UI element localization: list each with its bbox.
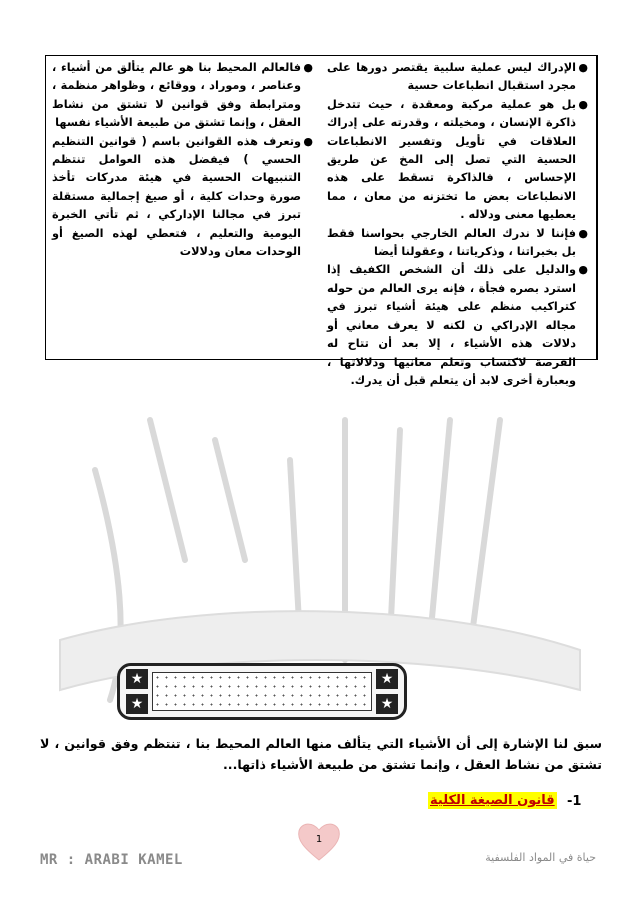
left-item-text: الإدراك ليس عملية سلبية يقتصر دورها على مجرد استقبال انطباعات حسية (327, 61, 576, 93)
footer-author: MR : ARABI KAMEL (40, 852, 183, 868)
bullet-icon: ● (303, 134, 313, 148)
page-number: 1 (315, 834, 323, 845)
decorative-banner (117, 663, 407, 720)
right-item-text: وتعرف هذه القوانين باسم ( قوانين التنظيم الحسي ) فيفضل هذه العوامل تنتظم التنبيهات الحسية في هيئة مدركات تأخذ صورة وحدات كلية ، أو صيغ إجمالية مستقلة تبرز في مجالنا الإداركي ، ثم تأتي الخبرة اليومية والتعليم ، فتعطي لهذه الصيغ أو الوحدات معان ودلالات (52, 134, 301, 259)
section-title: قانون الصيغة الكلية (430, 793, 555, 808)
table-left-column (321, 56, 597, 387)
bullet-icon: ● (578, 61, 588, 74)
bullet-icon: ● (578, 97, 588, 111)
star-icon: ★ (376, 669, 398, 689)
table-right-column (46, 56, 321, 359)
bullet-icon: ● (578, 263, 588, 277)
bullet-icon: ● (578, 226, 588, 240)
footer-book-title: حياة في المواد الفلسفية (485, 851, 596, 864)
list-item (327, 261, 588, 390)
star-icon: ★ (126, 669, 148, 689)
star-icon: ★ (126, 694, 148, 714)
left-item-text: بل هو عملية مركبة ومعقدة ، حيث تتدخل ذاكرة الإنسان ، ومخيلته ، وقدرته على إدراك العلاقات في تأويل وتفسير الانطباعات الحسية التي تصل إلى المخ عن طريق الإحساس ، فالذاكرة تسقط على هذه الانطباعات بعض ما تختزنه من معان ، مما يعطيها معنى ودلاله . (327, 97, 576, 222)
section-number: -1 (567, 794, 582, 809)
banner-dotted-panel (152, 672, 372, 711)
list-item (327, 96, 588, 225)
list-item (327, 225, 588, 262)
right-item-text: فالعالم المحيط بنا هو عالم يتألق من أشياء ، وعناصر ، وموراد ، ووقائع ، وظواهر منظمة ، ومترابطة وفق قوانين لا تشتق من نشاط العقل ، وإنما تشتق من طبيعة الأشياء نفسها (52, 61, 301, 130)
list-item (52, 59, 313, 133)
bullet-icon: ● (303, 61, 313, 74)
list-item (327, 59, 588, 96)
left-item-text: فإننا لا ندرك العالم الخارجي بحواسنا فقط بل بخبراتنا ، وذكرياتنا ، وعقولنا أيضا (327, 226, 576, 259)
content-table (45, 55, 598, 387)
list-item (52, 133, 313, 262)
intro-paragraph: سبق لنا الإشارة إلى أن الأشياء التي يتألف منها العالم المحيط بنا ، تنتظم وفق قوانين ، لا تشتق من نشاط العقل ، وإنما تشتق من طبيعة الأشياء ذاتها... (40, 736, 602, 772)
star-icon: ★ (376, 694, 398, 714)
left-item-text: والدليل على ذلك أن الشخص الكفيف إذا استرد بصره فجأة ، فإنه يرى العالم من حوله كتراكيب منظم على هيئة أشياء تبرز في مجاله الإدراكي ن لكنه لا يعرف معاني أو دلالات هذه الأشياء ، إلا بعد أن تتاح له الفرصة لاكتساب وتعلم معانيها ودلالاتها ، وبعبارة أخرى لابد أن يتعلم قبل أن يدرك. (327, 263, 576, 387)
